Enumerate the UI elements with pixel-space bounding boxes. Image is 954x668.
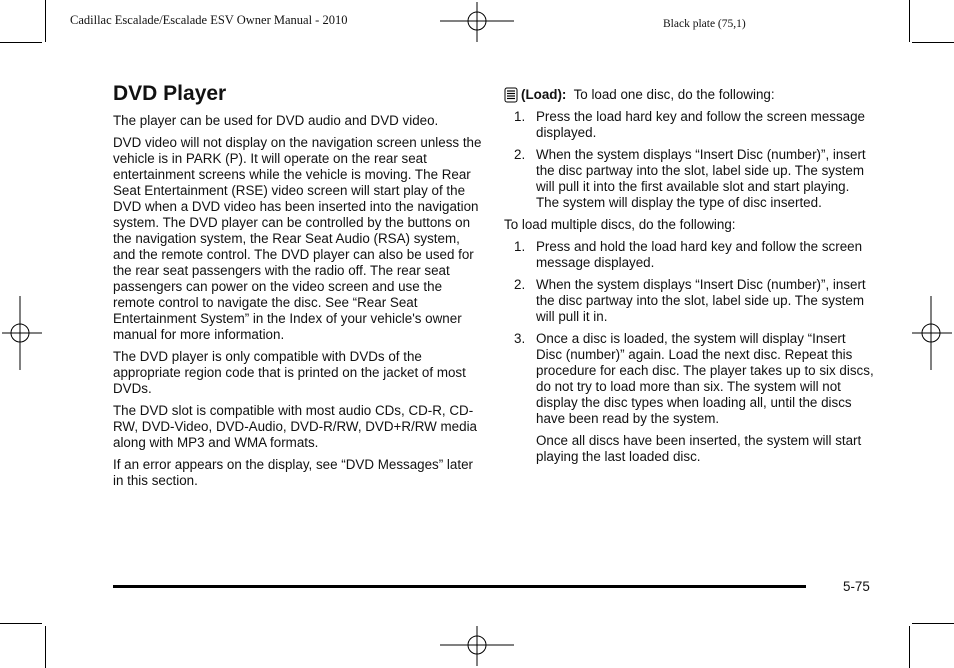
load-intro: To load one disc, do the following: — [573, 87, 775, 102]
list-item — [504, 239, 874, 271]
registration-mark-top-icon — [440, 2, 514, 42]
list-item — [504, 277, 874, 325]
step-number: 3. — [514, 331, 526, 346]
step-number: 2. — [514, 277, 526, 292]
crop-mark-bottom-left-horizontal — [0, 623, 42, 624]
paragraph: DVD video will not display on the navigation screen unless the vehicle is in PARK (P). It will operate on the rear seat entertainment screens while the vehicle is moving. The Rear Seat Entertainment (RSE) video screen will start play of the DVD when a DVD video has been inserted into the navigation system. The DVD player can be controlled by the buttons on the navigation system, the Rear Seat Audio (RSA) system, and the remote control. The DVD player can also be used for the rear seat passengers with the radio off. The rear seat passengers can power on the video screen and use the remote control to navigate the disc. See “Rear Seat Entertainment System” in the Index of your vehicle's owner manual for more information. — [113, 135, 482, 342]
paragraph: If an error appears on the display, see “DVD Messages” later in this section. — [113, 457, 473, 488]
closing-note: Once all discs have been inserted, the system will start playing the last loaded disc. — [536, 433, 862, 464]
step-text: Press the load hard key and follow the screen message displayed. — [536, 109, 865, 140]
step-number: 1. — [514, 239, 526, 254]
registration-mark-right-icon — [912, 296, 952, 370]
crop-mark-top-right-vertical — [909, 0, 910, 42]
step-text: When the system displays “Insert Disc (number)”, insert the disc partway into the slot, label side up. The system will pull it into the first available slot and start playing. The system will display the type of disc inserted. — [536, 147, 866, 210]
registration-mark-left-icon — [2, 296, 42, 370]
single-load-steps — [504, 109, 874, 211]
step-text: Press and hold the load hard key and follow the screen message displayed. — [536, 239, 863, 270]
footer-rule — [113, 585, 806, 588]
step-text: Once a disc is loaded, the system will display “Insert Disc (number)” again. Load the next disc. Repeat this procedure for each disc. The player takes up to six discs, do not try to load more than six. The system will not display the disc types when loading all, until the discs have been read by the system. — [536, 331, 874, 426]
load-heading — [504, 87, 874, 103]
crop-mark-top-right-horizontal — [912, 42, 954, 43]
multi-load-intro: To load multiple discs, do the following: — [504, 217, 736, 232]
step-text: When the system displays “Insert Disc (number)”, insert the disc partway into the slot, label side up. The system will pull it in. — [536, 277, 866, 324]
crop-mark-bottom-right-horizontal — [912, 623, 954, 624]
paragraph: The DVD slot is compatible with most audio CDs, CD-R, CD-RW, DVD-Video, DVD-Audio, DVD-R/RW, DVD+R/RW media along with MP3 and WMA formats. — [113, 403, 477, 450]
paragraph: The player can be used for DVD audio and DVD video. — [113, 113, 439, 128]
list-item — [504, 147, 874, 211]
registration-mark-bottom-icon — [440, 626, 514, 666]
left-column — [113, 113, 485, 495]
crop-mark-top-left-horizontal — [0, 42, 42, 43]
list-item — [504, 109, 874, 141]
step-number: 1. — [514, 109, 526, 124]
multi-load-steps — [504, 239, 874, 427]
load-label: (Load): — [521, 87, 567, 102]
paragraph: The DVD player is only compatible with DVDs of the appropriate region code that is printed on the jacket of most DVDs. — [113, 349, 466, 396]
list-item — [504, 331, 874, 427]
right-column — [504, 87, 874, 471]
page-number: 5-75 — [843, 579, 870, 594]
section-title: DVD Player — [113, 82, 227, 105]
step-number: 2. — [514, 147, 526, 162]
load-disc-icon — [504, 87, 518, 103]
plate-label: Black plate (75,1) — [663, 18, 746, 30]
crop-mark-bottom-left-vertical — [45, 626, 46, 668]
crop-mark-bottom-right-vertical — [909, 626, 910, 668]
crop-mark-top-left-vertical — [45, 0, 46, 42]
manual-title: Cadillac Escalade/Escalade ESV Owner Manual - 2010 — [70, 13, 348, 27]
